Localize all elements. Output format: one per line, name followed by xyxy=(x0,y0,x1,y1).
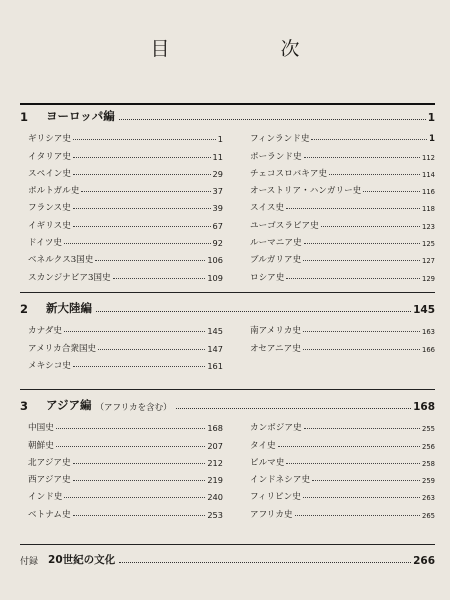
entry-page: 240 xyxy=(207,492,223,503)
dot-leader xyxy=(64,243,211,244)
dot-leader xyxy=(56,428,206,429)
entry-title: スイス史 xyxy=(249,203,285,214)
entries-left xyxy=(28,127,223,283)
toc-entry xyxy=(28,433,223,450)
toc-entry xyxy=(28,468,223,485)
dot-leader xyxy=(176,408,411,409)
section-asia xyxy=(20,395,435,520)
dot-leader xyxy=(73,515,206,516)
entry-title: ギリシア史 xyxy=(28,134,71,145)
dot-leader xyxy=(73,174,211,175)
appendix-title: 20世紀の文化 xyxy=(48,554,116,566)
entry-page: 147 xyxy=(207,343,223,354)
toc-entry xyxy=(28,416,223,433)
dot-leader xyxy=(73,463,206,464)
entry-title: カンボジア史 xyxy=(249,423,302,434)
section-note: （アフリカを含む） xyxy=(95,403,172,413)
entries-right xyxy=(250,319,435,371)
dot-leader xyxy=(363,191,420,192)
toc-entry xyxy=(28,144,223,161)
entry-page: 1 xyxy=(429,134,435,145)
entry-title: ユーゴスラビア史 xyxy=(249,220,319,231)
entry-title: ルーマニア史 xyxy=(249,238,302,249)
entry-page: 112 xyxy=(422,153,435,162)
dot-leader xyxy=(295,515,421,516)
dot-leader xyxy=(73,366,205,367)
dot-leader xyxy=(56,446,206,447)
entry-title: ポルトガル史 xyxy=(28,186,80,197)
toc-entry xyxy=(28,319,223,336)
section-new-world xyxy=(20,298,435,371)
toc-entry xyxy=(250,144,435,161)
entry-page: 256 xyxy=(422,442,435,451)
entry-page: 127 xyxy=(422,257,435,266)
dot-leader xyxy=(286,463,420,464)
entries-left xyxy=(28,416,223,520)
entry-page: 118 xyxy=(422,205,435,214)
entry-title: 朝鮮史 xyxy=(28,440,54,451)
toc-entry xyxy=(250,265,435,282)
entry-page: 166 xyxy=(422,345,435,354)
toc-entry xyxy=(250,127,435,144)
entry-page: 109 xyxy=(207,272,223,283)
toc-entry xyxy=(250,433,435,450)
dot-leader xyxy=(73,208,211,209)
dot-leader xyxy=(304,428,420,429)
dot-leader xyxy=(96,311,411,312)
entry-page: 29 xyxy=(212,168,223,179)
toc-entry xyxy=(250,451,435,468)
entry-page: 116 xyxy=(422,188,435,197)
toc-entry xyxy=(28,213,223,230)
section-divider xyxy=(20,389,435,390)
toc-entry xyxy=(250,196,435,213)
section-heading xyxy=(20,395,435,413)
entry-title: フィンランド史 xyxy=(249,134,310,145)
entry-page: 253 xyxy=(207,509,223,520)
toc-entry xyxy=(28,196,223,213)
dot-leader xyxy=(286,278,420,279)
dot-leader xyxy=(64,497,205,498)
entry-title: スペイン史 xyxy=(28,168,71,179)
dot-leader xyxy=(73,226,211,227)
toc-entry xyxy=(250,231,435,248)
toc-entry xyxy=(250,162,435,179)
entry-title: ベトナム史 xyxy=(28,509,71,520)
dot-leader xyxy=(73,480,206,481)
entry-title: イタリア史 xyxy=(28,151,71,162)
entry-title: メキシコ史 xyxy=(28,360,71,371)
section-page: 145 xyxy=(413,304,435,316)
entry-title: オセアニア史 xyxy=(249,343,301,354)
entry-title: チェコスロバキア史 xyxy=(249,168,328,179)
dot-leader xyxy=(81,191,210,192)
appendix-entry xyxy=(20,549,435,567)
section-number: 2 xyxy=(20,302,29,316)
entry-title: ベネルクス3国史 xyxy=(28,255,94,266)
entry-page: 207 xyxy=(207,440,223,451)
toc-entry xyxy=(28,502,223,519)
entry-page: 258 xyxy=(422,459,435,468)
entry-title: 中国史 xyxy=(28,423,54,434)
entry-page: 163 xyxy=(422,328,435,337)
dot-leader xyxy=(311,139,427,140)
entry-page: 123 xyxy=(422,222,435,231)
appendix-page: 266 xyxy=(413,555,435,567)
dot-leader xyxy=(303,349,420,350)
toc-entry xyxy=(28,162,223,179)
entry-title: アメリカ合衆国史 xyxy=(28,343,97,354)
entry-page: 11 xyxy=(212,151,223,162)
dot-leader xyxy=(73,139,216,140)
section-divider xyxy=(20,292,435,293)
entry-page: 125 xyxy=(422,240,435,249)
entry-page: 265 xyxy=(422,511,435,520)
dot-leader xyxy=(303,331,420,332)
entry-title: 南アメリカ史 xyxy=(249,326,301,337)
dot-leader xyxy=(286,208,420,209)
entry-title: 北アジア史 xyxy=(28,457,71,468)
dot-leader xyxy=(119,119,426,120)
section-title: ヨーロッパ編 xyxy=(46,109,115,123)
dot-leader xyxy=(119,562,411,563)
toc-entry xyxy=(250,248,435,265)
dot-leader xyxy=(64,331,205,332)
toc-entry xyxy=(250,336,435,353)
toc-entry xyxy=(250,179,435,196)
entry-title: インド史 xyxy=(28,492,63,503)
entry-title: ビルマ史 xyxy=(249,457,285,468)
entry-page: 212 xyxy=(207,457,223,468)
entry-title: イギリス史 xyxy=(28,220,71,231)
dot-leader xyxy=(303,497,420,498)
entry-title: カナダ史 xyxy=(28,326,62,337)
entry-page: 106 xyxy=(207,255,223,266)
toc-entry xyxy=(28,485,223,502)
entry-title: ブルガリア史 xyxy=(249,255,302,266)
entry-page: 145 xyxy=(207,326,223,337)
section-heading xyxy=(20,106,435,124)
dot-leader xyxy=(73,157,211,158)
toc-entry xyxy=(28,179,223,196)
dot-leader xyxy=(304,157,420,158)
dot-leader xyxy=(113,278,206,279)
entry-page: 168 xyxy=(207,423,223,434)
entry-title: スカンジナビア3国史 xyxy=(28,272,111,283)
toc-entry xyxy=(250,485,435,502)
page-title: 目 次 xyxy=(150,38,346,60)
entries-right xyxy=(250,416,435,520)
dot-leader xyxy=(329,174,420,175)
entry-title: フランス史 xyxy=(28,203,71,214)
toc-entry xyxy=(250,416,435,433)
entry-page: 219 xyxy=(207,475,223,486)
entry-page: 37 xyxy=(212,186,223,197)
section-title: アジア編 xyxy=(46,398,92,412)
entry-page: 263 xyxy=(422,494,435,503)
toc-entry xyxy=(250,502,435,519)
entries-left xyxy=(28,319,223,371)
section-divider xyxy=(20,544,435,545)
dot-leader xyxy=(312,480,420,481)
dot-leader xyxy=(98,349,205,350)
entry-page: 259 xyxy=(422,477,435,486)
section-europe xyxy=(20,106,435,283)
toc-entry xyxy=(28,354,223,371)
section-heading xyxy=(20,298,435,316)
entry-page: 129 xyxy=(422,274,435,283)
entry-title: ロシア史 xyxy=(249,272,285,283)
entry-title: タイ史 xyxy=(249,440,276,451)
dot-leader xyxy=(304,243,420,244)
dot-leader xyxy=(321,226,420,227)
entry-title: インドネシア史 xyxy=(249,475,311,486)
entry-page: 67 xyxy=(212,220,223,231)
entry-page: 92 xyxy=(212,238,223,249)
section-page: 168 xyxy=(413,401,435,413)
entry-title: ドイツ史 xyxy=(28,238,62,249)
section-number: 1 xyxy=(20,110,29,124)
entry-page: 39 xyxy=(212,203,223,214)
entry-page: 255 xyxy=(422,425,435,434)
dot-leader xyxy=(278,446,420,447)
toc-entry xyxy=(250,319,435,336)
toc-entry xyxy=(250,213,435,230)
toc-entry xyxy=(28,451,223,468)
top-rule xyxy=(20,103,435,105)
entry-page: 161 xyxy=(207,360,223,371)
toc-entry xyxy=(250,468,435,485)
entry-title: ポーランド史 xyxy=(249,151,302,162)
entries-right xyxy=(250,127,435,283)
toc-entry xyxy=(28,336,223,353)
entry-page: 1 xyxy=(217,134,223,145)
appendix-label: 付録 xyxy=(20,557,39,567)
toc-entry xyxy=(28,248,223,265)
dot-leader xyxy=(95,260,205,261)
entry-title: アフリカ史 xyxy=(249,509,293,520)
entry-title: オーストリア・ハンガリー史 xyxy=(249,186,362,197)
section-title: 新大陸編 xyxy=(46,301,92,315)
section-page: 1 xyxy=(427,112,435,124)
section-number: 3 xyxy=(20,399,29,413)
toc-entry xyxy=(28,231,223,248)
toc-entry xyxy=(28,127,223,144)
dot-leader xyxy=(303,260,420,261)
entry-page: 114 xyxy=(422,170,435,179)
toc-entry xyxy=(28,265,223,282)
entry-title: フィリピン史 xyxy=(249,492,301,503)
entry-title: 西アジア史 xyxy=(28,475,71,486)
